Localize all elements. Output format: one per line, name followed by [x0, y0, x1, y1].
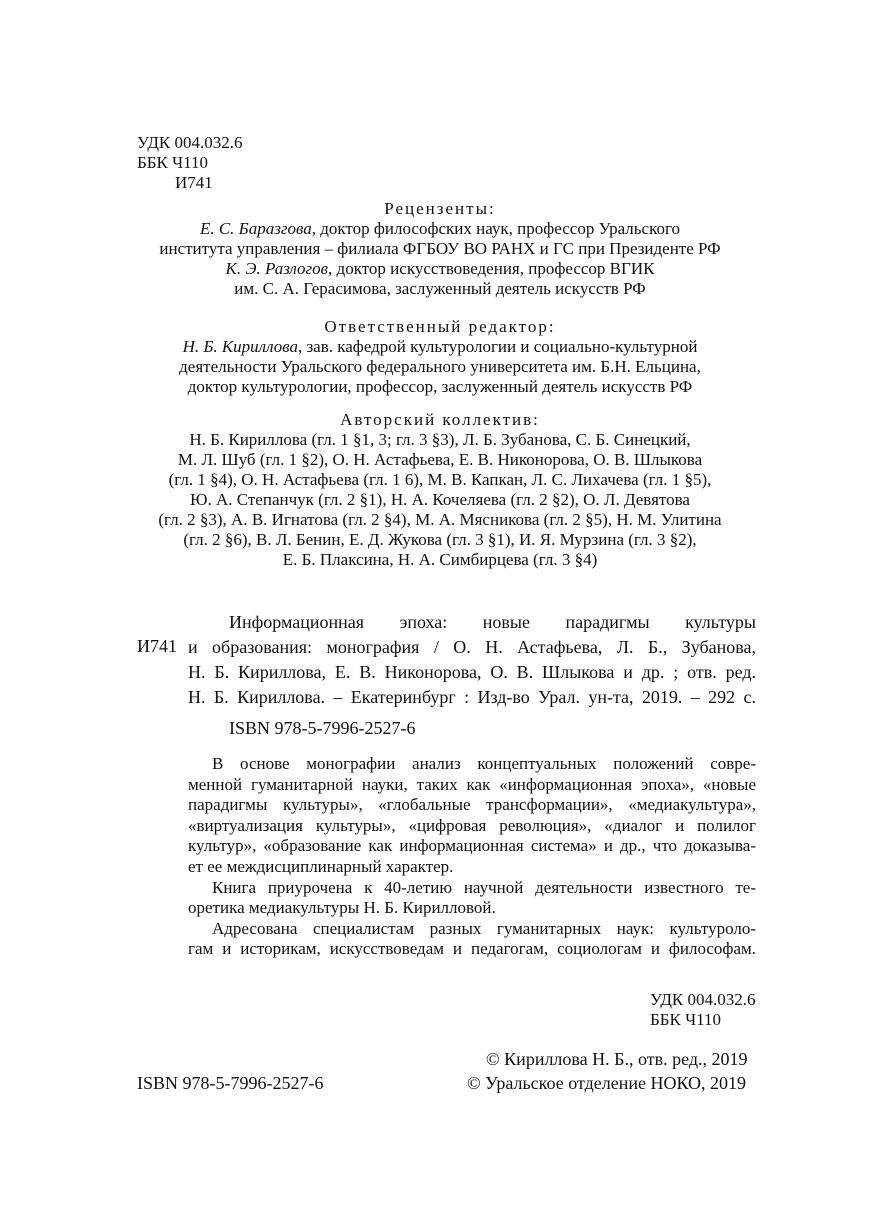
reviewer-2-affiliation: им. С. А. Герасимова, заслуженный деятель искусств РФ [234, 279, 646, 298]
authors-line: (гл. 2 §3), А. В. Игнатова (гл. 2 §4), М. А. Мясникова (гл. 2 §5), Н. М. Улитина [158, 510, 722, 529]
abstract-line: парадигмы культуры», «глобальные трансформации», «медиакультура», [188, 795, 756, 815]
reviewer-2-title: , доктор искусствоведения, профессор ВГИК [328, 259, 655, 278]
catalog-isbn: ISBN 978-5-7996-2527-6 [229, 718, 416, 738]
authors-line: Е. Б. Плаксина, Н. А. Симбирцева (гл. 3 §4) [282, 550, 598, 569]
catalog-entry [188, 610, 756, 710]
catalog-line: Информационная эпоха: новые парадигмы культуры [229, 612, 756, 632]
abstract-line: оретика медиакультуры Н. Б. Кирилловой. [188, 898, 496, 918]
abstract [188, 754, 756, 960]
editor-line-2: деятельности Уральского федерального университета им. Б.Н. Ельцина, [179, 357, 701, 376]
reviewers-heading: Рецензенты: [384, 199, 496, 218]
editor-line-3: доктор культурологии, профессор, заслуженный деятель искусств РФ [187, 377, 693, 396]
authors-heading: Авторский коллектив: [340, 410, 540, 429]
abstract-line: гам и историкам, искусствоведам и педагогам, социологам и философам. [188, 939, 756, 959]
abstract-line: ет ее междисциплинарный характер. [188, 856, 454, 876]
reviewer-2-name: К. Э. Разлогов [225, 259, 329, 278]
reviewer-1-name: Е. С. Баразгова [199, 219, 312, 238]
classification-top [137, 133, 243, 193]
authors-line: (гл. 1 §4), О. Н. Астафьева (гл. 1 6), М. В. Капкан, Л. С. Лихачева (гл. 1 §5), [168, 470, 712, 489]
author-mark: И741 [175, 173, 213, 192]
editor-line-1 [120, 337, 760, 357]
catalog-line: Н. Б. Кириллова, Е. В. Никонорова, О. В. Шлыкова и др. ; отв. ред. [188, 662, 756, 682]
reviewers-section [120, 199, 760, 299]
abstract-line: «виртуализация культуры», «цифровая революция», «диалог и полилог [188, 815, 756, 835]
abstract-line: менной гуманитарной науки, таких как «информационная эпоха», «новые [188, 774, 756, 794]
udk-code: УДК 004.032.6 [137, 133, 243, 152]
authors-line: Н. Б. Кириллова (гл. 1 §1, 3; гл. 3 §3), Л. Б. Зубанова, С. Б. Синецкий, [189, 430, 691, 449]
editor-section [120, 317, 760, 397]
catalog-line: Н. Б. Кириллова. – Екатеринбург : Изд-во Урал. ун-та, 2019. – 292 с. [188, 687, 756, 707]
udk-code-bottom: УДК 004.032.6 [650, 990, 756, 1009]
authors-line: Ю. А. Степанчук (гл. 2 §1), Н. А. Кочеляева (гл. 2 §2), О. Л. Девятова [190, 490, 690, 509]
editor-heading: Ответственный редактор: [324, 317, 556, 336]
abstract-line: В основе монографии анализ концептуальных положений совре- [212, 754, 756, 773]
editor-title: , зав. кафедрой культурологии и социально-культурной [297, 337, 698, 356]
abstract-line: Книга приурочена к 40-летию научной деятельности известного те- [212, 877, 756, 897]
abstract-line: культур», «образование как информационная система» и др., что доказыва- [188, 836, 756, 856]
authors-line: М. Л. Шуб (гл. 1 §2), О. Н. Астафьева, Е. В. Никонорова, О. В. Шлыкова [177, 450, 703, 469]
authors-line: (гл. 2 §6), В. Л. Бенин, Е. Д. Жукова (гл. 3 §1), И. Я. Мурзина (гл. 3 §2), [183, 530, 697, 549]
catalog-code: И741 [137, 636, 177, 656]
copyright-publisher: © Уральское отделение НОКО, 2019 [467, 1073, 747, 1093]
copyright-editor: © Кириллова Н. Б., отв. ред., 2019 [486, 1049, 748, 1069]
reviewer-1 [120, 219, 760, 239]
abstract-line: Адресована специалистам разных гуманитарных наук: культуроло- [212, 918, 756, 938]
reviewer-2 [120, 259, 760, 279]
classification-bottom [650, 990, 756, 1030]
isbn-bottom: ISBN 978-5-7996-2527-6 [137, 1073, 324, 1093]
editor-name: Н. Б. Кириллова [182, 337, 298, 356]
catalog-line: и образования: монография / О. Н. Астафьева, Л. Б., Зубанова, [188, 637, 756, 657]
authors-section [120, 410, 760, 570]
bbk-code: ББК Ч110 [137, 153, 209, 172]
reviewer-1-title: , доктор философских наук, профессор Уральского [311, 219, 681, 238]
reviewer-1-affiliation: института управления – филиала ФГБОУ ВО РАНХ и ГС при Президенте РФ [159, 239, 721, 258]
bbk-code-bottom: ББК Ч110 [650, 1010, 722, 1029]
